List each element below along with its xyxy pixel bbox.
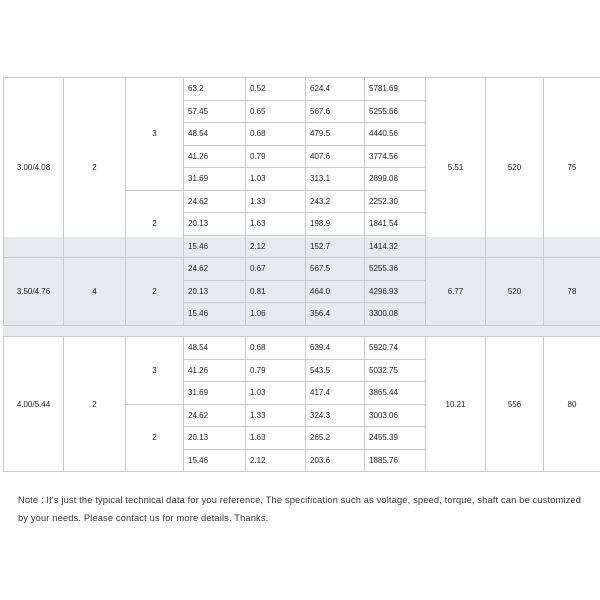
- table-cell: 479.5: [306, 123, 365, 146]
- table-row: [4, 337, 600, 360]
- table-cell: 41.26: [184, 359, 246, 382]
- table-cell: 324.3: [306, 404, 365, 427]
- value-cell: 80: [544, 337, 600, 472]
- table-cell: 20.13: [184, 280, 246, 303]
- table-cell: 265.2: [306, 427, 365, 450]
- value-cell: 5.51: [426, 78, 486, 258]
- table-cell: 15.46: [184, 235, 246, 258]
- table-row: [4, 78, 600, 101]
- table-cell: 3300.08: [365, 303, 426, 326]
- table-cell: 417.4: [306, 382, 365, 405]
- value-cell: 520: [486, 258, 544, 326]
- table-cell: 15.46: [184, 303, 246, 326]
- motor-ratio-cell: 4.00/5.44: [4, 337, 64, 472]
- stage-cell: 2: [126, 404, 184, 472]
- table-cell: 0.65: [246, 100, 306, 123]
- table-cell: 639.4: [306, 337, 365, 360]
- table-cell: 5920.74: [365, 337, 426, 360]
- table-cell: 48.54: [184, 337, 246, 360]
- table-cell: 567.6: [306, 100, 365, 123]
- stage-cell: 2: [126, 190, 184, 258]
- table-cell: 31.69: [184, 382, 246, 405]
- table-cell: 3774.56: [365, 145, 426, 168]
- table-cell: 1841.54: [365, 213, 426, 236]
- table-cell: 1.63: [246, 427, 306, 450]
- table-cell: 5032.75: [365, 359, 426, 382]
- table-cell: 2252.30: [365, 190, 426, 213]
- table-cell: 41.26: [184, 145, 246, 168]
- table-cell: 0.68: [246, 337, 306, 360]
- value-cell: 520: [486, 78, 544, 258]
- table-cell: 152.7: [306, 235, 365, 258]
- table-cell: 24.62: [184, 190, 246, 213]
- motor-ratio-cell: 3.00/4.08: [4, 78, 64, 258]
- table-cell: 0.81: [246, 280, 306, 303]
- table-cell: 1414.32: [365, 235, 426, 258]
- table-cell: 63.2: [184, 78, 246, 101]
- table-cell: 313.1: [306, 168, 365, 191]
- table-cell: 356.4: [306, 303, 365, 326]
- table-cell: 464.0: [306, 280, 365, 303]
- stage-cell: 3: [126, 78, 184, 191]
- spec-table-group-2: [3, 257, 600, 326]
- table-cell: 567.5: [306, 258, 365, 281]
- table-cell: 0.52: [246, 78, 306, 101]
- value-cell: 10.21: [426, 337, 486, 472]
- table-cell: 2.12: [246, 449, 306, 472]
- table-cell: 48.54: [184, 123, 246, 146]
- table-cell: 0.79: [246, 359, 306, 382]
- table-cell: 4296.93: [365, 280, 426, 303]
- table-cell: 624.4: [306, 78, 365, 101]
- value-cell: 6.77: [426, 258, 486, 326]
- spec-table-group-1: [3, 77, 600, 258]
- table-cell: 4440.56: [365, 123, 426, 146]
- table-cell: 24.62: [184, 404, 246, 427]
- table-cell: 57.45: [184, 100, 246, 123]
- table-cell: 1.06: [246, 303, 306, 326]
- table-cell: 5255.66: [365, 100, 426, 123]
- pole-count-cell: 4: [64, 258, 126, 326]
- spec-table-group-3: [3, 336, 600, 472]
- table-cell: 1.03: [246, 382, 306, 405]
- motor-ratio-cell: 3.50/4.76: [4, 258, 64, 326]
- table-cell: 5255.36: [365, 258, 426, 281]
- table-cell: 3003.06: [365, 404, 426, 427]
- table-cell: 1.63: [246, 213, 306, 236]
- table-cell: 1.33: [246, 190, 306, 213]
- table-cell: 20.13: [184, 213, 246, 236]
- table-cell: 2.12: [246, 235, 306, 258]
- table-cell: 0.68: [246, 123, 306, 146]
- table-cell: 5781.69: [365, 78, 426, 101]
- pole-count-cell: 2: [64, 337, 126, 472]
- table-cell: 2455.39: [365, 427, 426, 450]
- table-cell: 1.03: [246, 168, 306, 191]
- value-cell: 78: [544, 258, 600, 326]
- pole-count-cell: 2: [64, 78, 126, 258]
- table-cell: 0.79: [246, 145, 306, 168]
- table-cell: 24.62: [184, 258, 246, 281]
- value-cell: 75: [544, 78, 600, 258]
- table-cell: 543.5: [306, 359, 365, 382]
- stage-cell: 3: [126, 337, 184, 405]
- table-cell: 198.9: [306, 213, 365, 236]
- table-row: [4, 258, 600, 281]
- table-cell: 3865.44: [365, 382, 426, 405]
- value-cell: 556: [486, 337, 544, 472]
- table-cell: 31.69: [184, 168, 246, 191]
- stage-cell: 2: [126, 258, 184, 326]
- table-cell: 203.6: [306, 449, 365, 472]
- table-cell: 2899.08: [365, 168, 426, 191]
- table-cell: 243.2: [306, 190, 365, 213]
- spec-note: Note : It's just the typical technical data for you reference, The specification such as voltage, speed, torque, shaft can be customized by your needs. Please contact us for more details. Thanks.: [18, 495, 582, 523]
- table-cell: 407.6: [306, 145, 365, 168]
- table-cell: 0.67: [246, 258, 306, 281]
- table-cell: 1.33: [246, 404, 306, 427]
- table-cell: 20.13: [184, 427, 246, 450]
- table-cell: 15.46: [184, 449, 246, 472]
- table-cell: 1885.76: [365, 449, 426, 472]
